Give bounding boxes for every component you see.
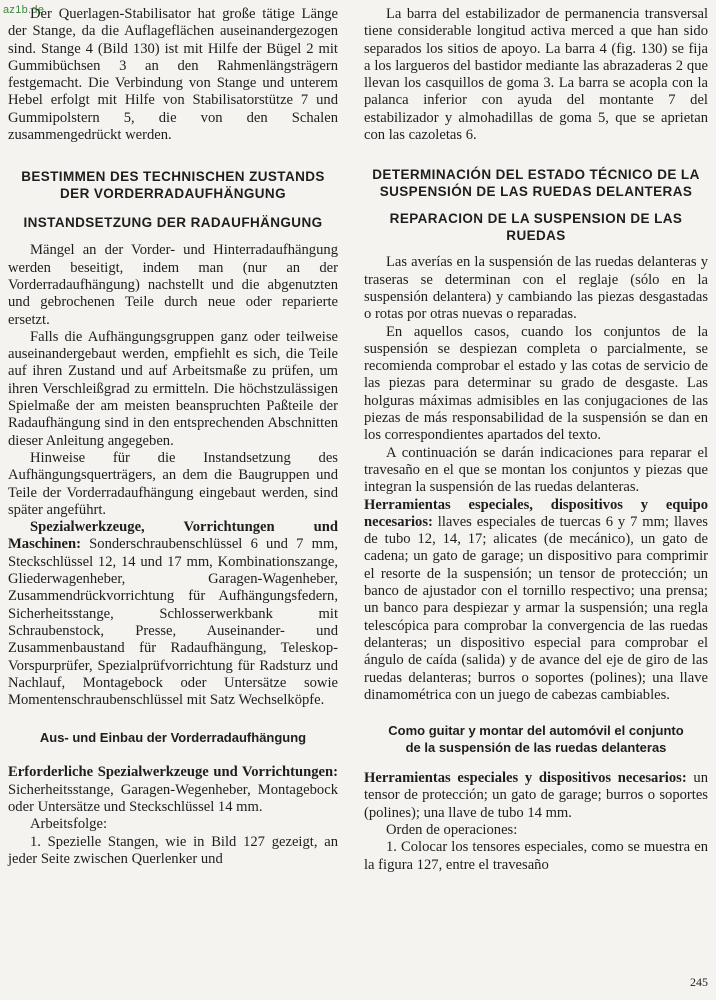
paragraph-text: Sicherheitsstange, Garagen-Wegenheber, Montagebock oder Untersätze und Steckschlüssel 14 mm.	[8, 781, 338, 815]
paragraph: En aquellos casos, cuando los conjuntos de la suspensión se despiezan completa o parcialmente, se recomienda comprobar el estado y las cotas de servicio de las piezas para determinar su grado de desgaste. Las holguras máximas admisibles en las conjugaciones de las piezas de más responsabilidad de la suspensión se dan en los correspondientes apartados del texto.	[364, 323, 708, 444]
right-column	[364, 6, 708, 874]
paragraph: 1. Spezielle Stangen, wie in Bild 127 gezeigt, an jeder Seite zwischen Querlenker und	[8, 833, 338, 867]
paragraph-bold-lead: Herramientas especiales y dispositivos necesarios:	[364, 770, 687, 787]
paragraph: Mängel an der Vorder- und Hinterradaufhängung werden beseitigt, indem man (nur an der Vorderradaufhängung) nachstellt und die abgenutzten und gebrochenen Teile durch neue oder reparierte ersetzt.	[8, 242, 338, 328]
watermark: az1b.de	[3, 4, 45, 16]
paragraph: Falls die Aufhängungsgruppen ganz oder teilweise auseinandergebaut werden, empfiehlt es sich, die Teile auf ihren Zustand und auf Arbeitsmaße zu prüfen, um ihren Verschleißgrad zu ermitteln. Die höchstzulässigen Spielmaße der am meisten beanspruchten Paßteile der Radaufhängung sind in den entsprechenden Abschnitten dieser Anleitung angegeben.	[8, 328, 338, 449]
paragraph	[364, 497, 708, 705]
subsection-heading: Como guitar y montar del automóvil el conjunto de la suspensión de las ruedas delanteras	[388, 723, 684, 756]
section-heading: INSTANDSETZUNG DER RADAUFHÄNGUNG	[23, 215, 323, 231]
paragraph-bold-lead: Herramientas especiales, dispositivos y equipo necesarios:	[364, 496, 708, 530]
paragraph	[8, 764, 338, 816]
paragraph-text: Sonderschraubenschlüssel 6 und 7 mm, Steckschlüssel 12, 14 und 17 mm, Kombinationszange, Gliederwagenheber, Garagen-Wagenheber, Zusammendrückvorrichtung für Aufhängungsfedern, Sicherheitsstange, Schlosserwerkbank mit Schraubenstock, Presse, Auseinander- und Zusammenbaustand für Radaufhängung, Teleskop-Vorspurprüfer, Spezialprüfvorrichtung für Radsturz und Nachlauf, Montagebock oder Untersätze sowie Momentenschraubenschlüssel mit Satz Wechselköpfe.	[8, 536, 338, 709]
section-heading: REPARACION DE LA SUSPENSION DE LAS RUEDAS	[389, 211, 683, 244]
paragraph: Orden de operaciones:	[386, 821, 518, 838]
subsection-heading: Aus- und Einbau der Vorderradaufhängung	[39, 730, 307, 746]
paragraph: La barra del estabilizador de permanencia transversal tiene considerable longitud activa merced a que han sido separados los sitios de apoyo. La barra 4 (fig. 130) se fija a los largueros del bastidor mediante las abrazaderas 2 que llevan los casquillos de goma 3. La barra se acopla con la palanca inferior con ayuda del montante 7 del estabilizador y almohadillas de goma 5, que se aprietan con las cazoletas 6.	[364, 6, 708, 144]
paragraph-bold-lead: Spezialwerkzeuge, Vorrichtungen und Maschinen:	[8, 519, 338, 553]
paragraph: 1. Colocar los tensores especiales, como se muestra en la figura 127, entre el travesaño	[364, 839, 708, 873]
section-heading: DETERMINACIÓN DEL ESTADO TÉCNICO DE LA SUSPENSIÓN DE LAS RUEDAS DELANTERAS	[372, 167, 700, 200]
left-column	[8, 6, 338, 868]
paragraph	[364, 770, 708, 822]
paragraph: Arbeitsfolge:	[30, 816, 108, 833]
paragraph: Hinweise für die Instandsetzung des Aufhängungsquerträgers, an dem die Baugruppen und Teile der Vorderradaufhängung eingebaut werden, sind später angeführt.	[8, 449, 338, 518]
paragraph-text: llaves especiales de tuercas 6 y 7 mm; llaves de tubo 12, 14, 17; alicates (de mecánico), un gato de cadena; un gato de garage; un dispositivo para comprimir el resorte de la suspensión; un tensor de protección; un banco de ajustador con el tornillo respectivo; una prensa; un banco para despiezar y armar la suspensión; una regla telescópica para comprobar la convergencia de las ruedas delanteras; un dispositivo especial para comprobar el ángulo de caída (salida) y de avance del eje de giro de las ruedas delanteras; burros o soportes (polines); una llave dinamométrica con un juego de cabezas cambiables.	[364, 513, 708, 703]
section-heading: BESTIMMEN DES TECHNISCHEN ZUSTANDS DER VORDERRADAUFHÄNGUNG	[21, 169, 325, 202]
paragraph: Der Querlagen-Stabilisator hat große tätige Länge der Stange, da die Auflageflächen auseinandergezogen sind. Stange 4 (Bild 130) ist mit Hilfe der Bügel 2 mit Gummibüchsen 3 an den Rahmenlängsträgern festgemacht. Die Verbindung von Stange und unterem Hebel erfolgt mit Hilfe von Stabilisatorstütze 7 und Gummipolstern 5, die von den Schalen zusammengedrückt werden.	[8, 6, 338, 144]
paragraph: Las averías en la suspensión de las ruedas delanteras y traseras se determinan con el reglaje (sólo en la suspensión delantera) y cambiando las piezas desgastadas o rotas por otras nuevas o reparadas.	[364, 254, 708, 323]
paragraph-bold-lead: Erforderliche Spezialwerkzeuge und Vorrichtungen:	[8, 764, 338, 781]
page-number: 245	[690, 975, 708, 989]
paragraph	[8, 519, 338, 709]
paragraph: A continuación se darán indicaciones para reparar el travesaño en el que se montan los conjuntos y piezas que integran la suspensión de las ruedas delanteras.	[364, 444, 708, 496]
paragraph-text: un tensor de protección; un gato de garage; burros o soportes (polines); una llave de tubo 14 mm.	[364, 770, 708, 821]
